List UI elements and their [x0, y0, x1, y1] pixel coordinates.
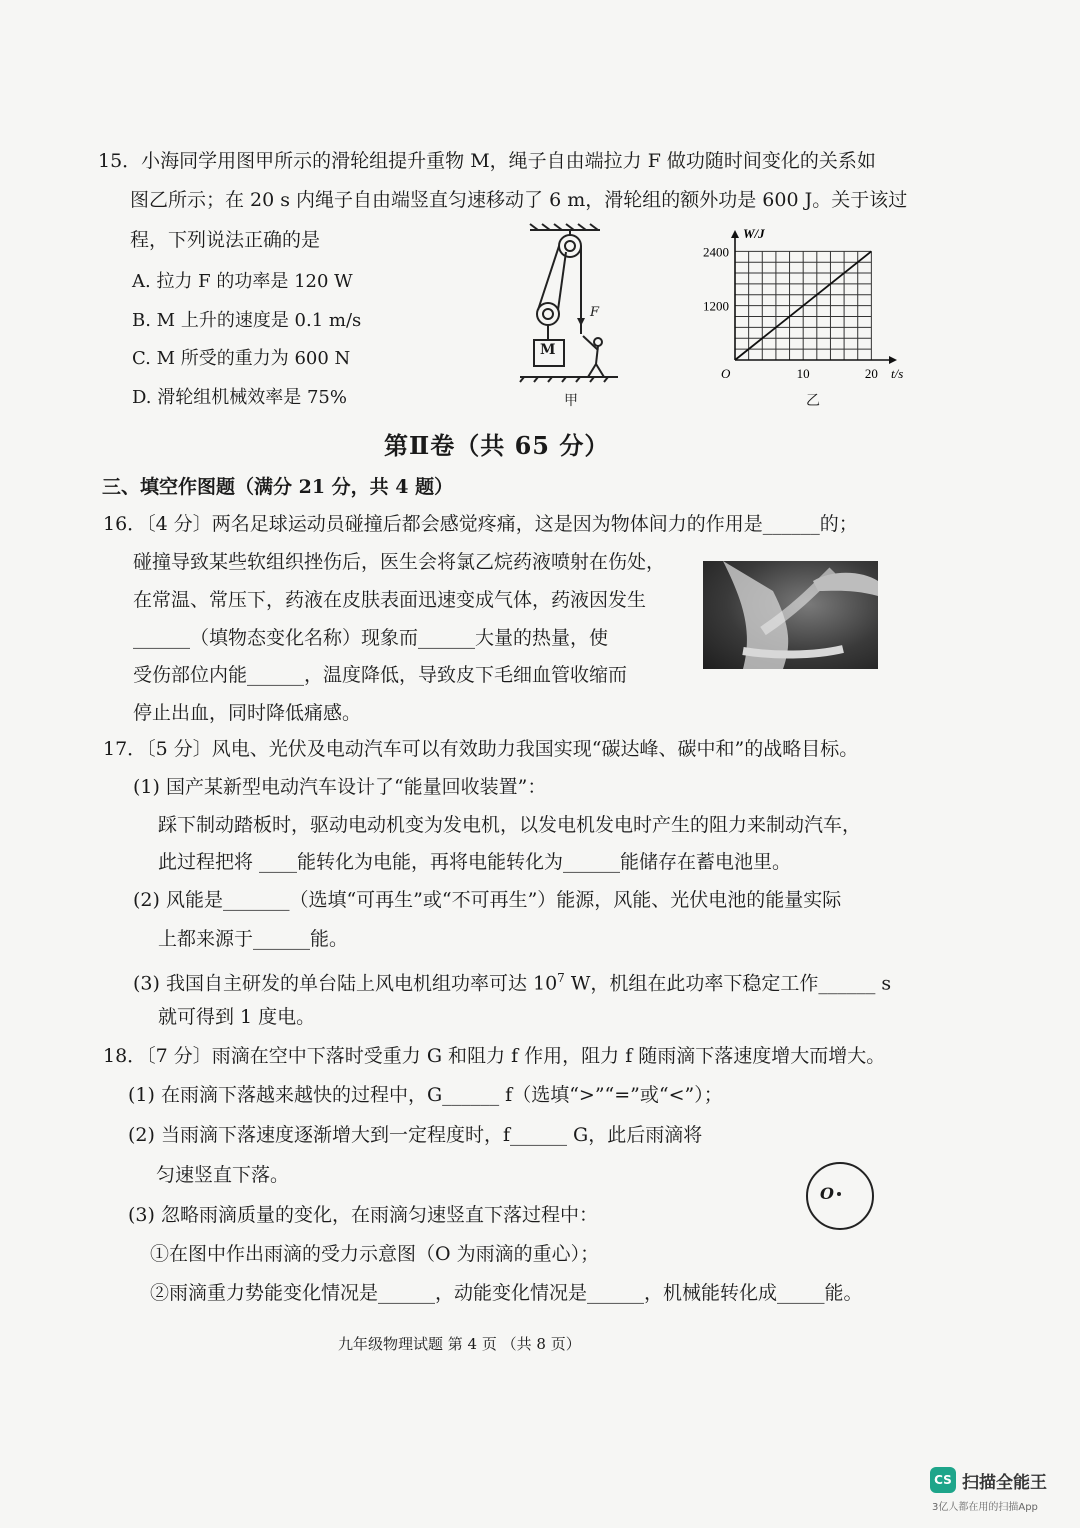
figure-yi-caption: 乙 — [806, 393, 820, 409]
q18-part1: (1) 在雨滴下落越来越快的过程中，G______ f（选填“>”“=”或“<”）； — [128, 1084, 723, 1106]
q17-part1-line-b: 此过程把将 ____能转化为电能，再将电能转化为______能储存在蓄电池里。 — [158, 851, 792, 873]
section3-title: 三、填空作图题（满分 21 分，共 4 题） — [102, 476, 454, 498]
q17-part1-line-a: 踩下制动踏板时，驱动电动机变为发电机，以发电机发电时产生的阻力来制动汽车， — [158, 814, 862, 836]
q15-option-a: A. 拉力 F 的功率是 120 W — [132, 271, 353, 292]
page-footer: 九年级物理试题 第 4 页 （共 8 页） — [338, 1335, 581, 1353]
chart-x-axis-label: t/s — [891, 366, 904, 381]
figure-jia-caption: 甲 — [564, 393, 578, 409]
pulley-force-label: F — [590, 305, 600, 320]
q17-part2-line-b: 上都来源于______能。 — [158, 928, 349, 950]
q17-part3-exponent: 7 — [557, 971, 565, 985]
q16-line3: 在常温、常压下，药液在皮肤表面迅速变成气体，药液因发生 — [133, 589, 647, 611]
chart-y-tick-label: 1200 — [703, 298, 729, 314]
chart-y-tick-label: 2400 — [703, 244, 729, 260]
q17-part1: (1) 国产某新型电动汽车设计了“能量回收装置”： — [133, 776, 547, 798]
chart-x-tick-label: 20 — [864, 366, 878, 381]
q17-part3 — [133, 965, 891, 996]
q16-line1: 16．〔4 分〕两名足球运动员碰撞后都会感觉疼痛，这是因为物体间力的作用是______的； — [103, 513, 858, 535]
q17-part2: (2) 风能是_______（选填“可再生”或“不可再生”）能源，风能、光伏电池的能量实际 — [133, 889, 842, 911]
q16-line2: 碰撞导致某些软组织挫伤后，医生会将氯乙烷药液喷射在伤处， — [133, 551, 666, 573]
raindrop-center-label: O — [820, 1184, 834, 1203]
q16-line6: 停止出血，同时降低痛感。 — [133, 702, 362, 724]
raindrop-circle[interactable] — [806, 1162, 874, 1230]
watermark-title: 扫描全能王 — [962, 1473, 1047, 1493]
q18-part2: (2) 当雨滴下落速度逐渐增大到一定程度时，f______ G，此后雨滴将 — [128, 1124, 703, 1146]
q15-line1: 15．小海同学用图甲所示的滑轮组提升重物 M，绳子自由端拉力 F 做功随时间变化的关系如 — [98, 150, 876, 172]
q17-part3-post: W，机组在此功率下稳定工作______ s — [564, 972, 892, 995]
q17-part3-pre: (3) 我国自主研发的单台陆上风电机组功率可达 10 — [133, 972, 558, 995]
part2-title: 第Ⅱ卷（共 65 分） — [384, 431, 610, 460]
raindrop-center-dot — [837, 1192, 841, 1196]
q15-option-c: C. M 所受的重力为 600 N — [132, 348, 351, 369]
chart-x-tick-label: 10 — [796, 366, 810, 381]
q17-part3-line-b: 就可得到 1 度电。 — [158, 1006, 316, 1028]
pulley-mass-label: M — [540, 342, 556, 358]
chart-y-axis-label: W/J — [743, 226, 765, 241]
q18-part3-line-b: ②雨滴重力势能变化情况是______，动能变化情况是______，机械能转化成_____能。 — [150, 1282, 863, 1304]
q15-line3: 程，下列说法正确的是 — [130, 229, 321, 251]
q15-line2: 图乙所示；在 20 s 内绳子自由端竖直匀速移动了 6 m，滑轮组的额外功是 600 J。关于该过 — [130, 189, 908, 211]
q15-option-d: D. 滑轮组机械效率是 75% — [132, 387, 347, 408]
pulley-figure — [518, 222, 628, 382]
q18-part3: (3) 忽略雨滴质量的变化，在雨滴匀速竖直下落过程中： — [128, 1204, 598, 1226]
q17-line1: 17．〔5 分〕风电、光伏及电动汽车可以有效助力我国实现“碳达峰、碳中和”的战略目标。 — [103, 738, 859, 760]
chart-y-axis-arrow — [731, 230, 739, 238]
chart-x-axis-arrow — [889, 356, 897, 364]
spray-on-leg-photo — [703, 561, 878, 669]
camscanner-logo-icon: CS — [930, 1467, 956, 1493]
q16-line4: ______（填物态变化名称）现象而______大量的热量，使 — [133, 627, 609, 649]
chart-origin-label: O — [721, 366, 731, 381]
watermark-subtitle: 3亿人都在用的扫描App — [932, 1502, 1038, 1513]
work-time-chart — [690, 222, 904, 382]
q18-line1: 18．〔7 分〕雨滴在空中下落时受重力 G 和阻力 f 作用，阻力 f 随雨滴下落速度增大而增大。 — [103, 1045, 886, 1067]
q18-part2-line-b: 匀速竖直下落。 — [156, 1164, 290, 1186]
q16-line5: 受伤部位内能______，温度降低，导致皮下毛细血管收缩而 — [133, 664, 628, 686]
q18-part3-line-a: ①在图中作出雨滴的受力示意图（O 为雨滴的重心）； — [150, 1243, 600, 1265]
q15-option-b: B. M 上升的速度是 0.1 m/s — [132, 310, 362, 331]
